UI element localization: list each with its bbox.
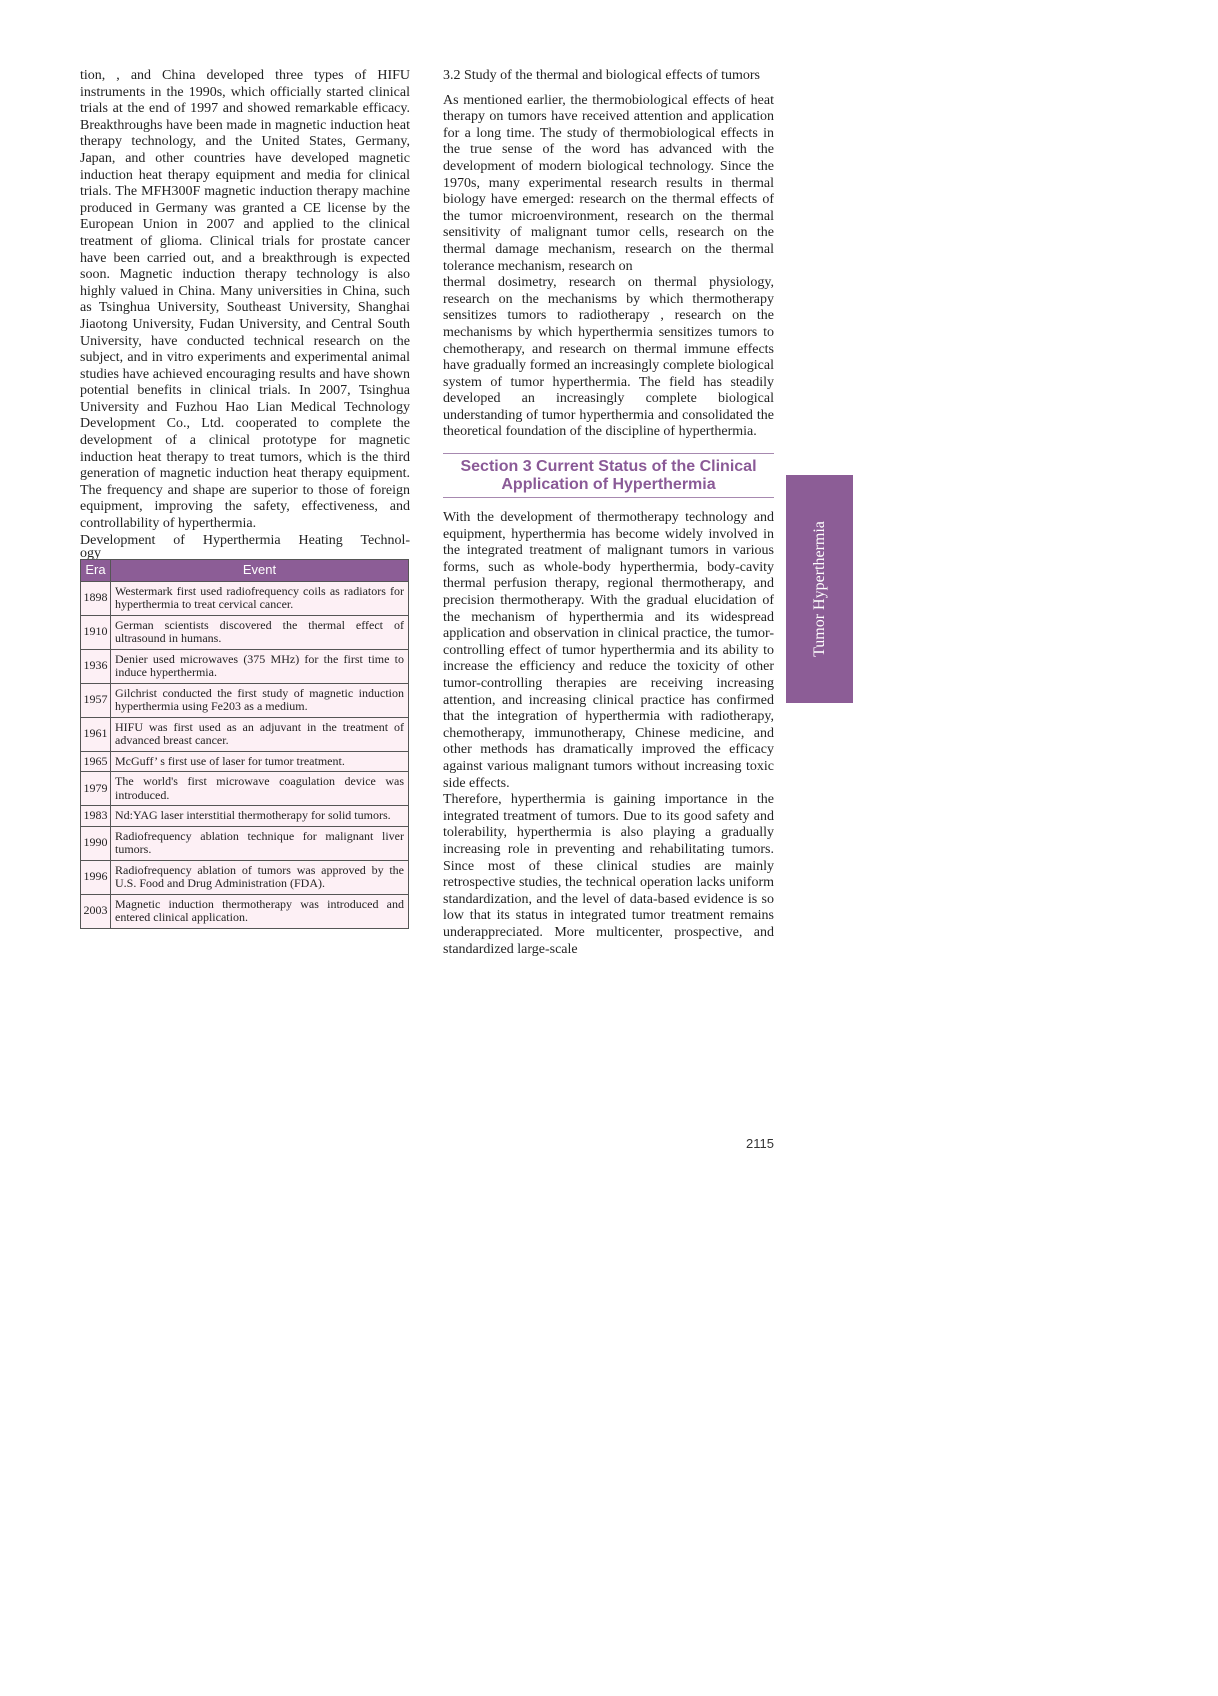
table-row xyxy=(81,683,409,717)
era-cell: 1910 xyxy=(81,615,111,649)
table-row xyxy=(81,615,409,649)
era-cell: 1979 xyxy=(81,772,111,806)
body-paragraph: As mentioned earlier, the thermobiological effects of heat therapy on tumors have received attention and application for a long time. The study of thermobiological effects in the true sense of the word has advanced with the development of modern biological technology. Since the 1970s, many experimental research results in thermal biology have emerged: research on the thermal effects of the tumor microenvironment, research on the thermal sensitivity of malignant tumor cells, research on the thermal damage mechanism, research on the thermal tolerance mechanism, research on xyxy=(443,92,774,274)
table-row xyxy=(81,806,409,827)
table-row xyxy=(81,772,409,806)
subsection-heading: 3.2 Study of the thermal and biological effects of tumors xyxy=(443,68,761,83)
right-column xyxy=(443,68,774,958)
event-cell: Radiofrequency ablation technique for malignant liver tumors. xyxy=(111,826,409,860)
table-row xyxy=(81,751,409,772)
table-row xyxy=(81,826,409,860)
era-cell: 1936 xyxy=(81,649,111,683)
table-header-row xyxy=(81,559,409,581)
section-title xyxy=(443,453,774,498)
era-cell: 1961 xyxy=(81,717,111,751)
chapter-side-tab xyxy=(786,475,853,703)
era-column-header: Era xyxy=(81,559,111,581)
table-row xyxy=(81,717,409,751)
table-row xyxy=(81,860,409,894)
chapter-side-tab-label: Tumor Hyperthermia xyxy=(810,521,828,657)
section-title-line: Application of Hyperthermia xyxy=(501,476,716,494)
page-number: 2115 xyxy=(746,1136,774,1151)
era-cell: 1957 xyxy=(81,683,111,717)
table-row xyxy=(81,894,409,928)
era-cell: 1990 xyxy=(81,826,111,860)
left-column xyxy=(80,68,410,929)
event-cell: German scientists discovered the thermal effect of ultrasound in humans. xyxy=(111,615,409,649)
table-row xyxy=(81,581,409,615)
body-paragraph: tion, , and China developed three types of HIFU instruments in the 1990s, which officially started clinical trials at the end of 1997 and showed remarkable efficacy. Breakthroughs have been made in magnetic induction heat therapy technology, and the United States, Germany, Japan, and other countries have developed magnetic induction heat therapy equipment and media for clinical trials. The MFH300F magnetic induction therapy machine produced in Germany was granted a CE license by the European Union in 2007 and applied to the clinical treatment of glioma. Clinical trials for prostate cancer have been carried out, and a breakthrough is expected soon. Magnetic induction therapy technology is also highly valued in China. Many universities in China, such as Tsinghua University, Southeast University, Shanghai Jiaotong University, Fudan University, and Central South University, have conducted technical research on the subject, and in vitro experiments and experimental animal studies have achieved encouraging results and have shown potential benefits in clinical trials. In 2007, Tsinghua University and Fuzhou Hao Lian Medical Technology Development Co., Ltd. cooperated to complete the development of a clinical prototype for magnetic induction heat therapy to treat tumors, which is the third generation of magnetic induction heat therapy equipment. The frequency and shape are superior to those of foreign equipment, improving the safety, effectiveness, and controllability of hyperthermia. xyxy=(80,68,410,532)
event-cell: HIFU was first used as an adjuvant in the treatment of advanced breast cancer. xyxy=(111,717,409,751)
event-cell: Magnetic induction thermotherapy was introduced and entered clinical application. xyxy=(111,894,409,928)
era-cell: 1898 xyxy=(81,581,111,615)
hyperthermia-history-table xyxy=(80,559,409,929)
event-cell: Gilchrist conducted the first study of magnetic induction hyperthermia using Fe203 as a medium. xyxy=(111,683,409,717)
event-column-header: Event xyxy=(111,559,409,581)
body-paragraph: With the development of thermotherapy technology and equipment, hyperthermia has become widely involved in the integrated treatment of malignant tumors in various forms, such as whole-body hyperthermia, body-cavity thermal perfusion therapy, regional thermotherapy, and precision thermotherapy. With the gradual elucidation of the mechanism of hyperthermia and its widespread application and observation in clinical practice, the tumor-controlling effect of tumor hyperthermia and its ability to increase the efficiency and reduce the toxicity of other tumor-controlling therapies are receiving increasing attention, and increasing clinical practice has confirmed that the integration of hyperthermia with radiotherapy, chemotherapy, immunotherapy, Chinese medicine, and other methods has dramatically improved the efficacy against various malignant tumors without increasing toxic side effects. xyxy=(443,510,774,791)
event-cell: McGuff’ s first use of laser for tumor treatment. xyxy=(111,751,409,772)
event-cell: Denier used microwaves (375 MHz) for the first time to induce hyperthermia. xyxy=(111,649,409,683)
era-cell: 2003 xyxy=(81,894,111,928)
table-caption-continuation: ogy xyxy=(80,547,101,559)
event-cell: The world's first microwave coagulation device was introduced. xyxy=(111,772,409,806)
section-title-line: Section 3 Current Status of the Clinical xyxy=(460,458,757,476)
event-cell: Radiofrequency ablation of tumors was approved by the U.S. Food and Drug Administration (FDA). xyxy=(111,860,409,894)
era-cell: 1996 xyxy=(81,860,111,894)
table-row xyxy=(81,649,409,683)
era-cell: 1965 xyxy=(81,751,111,772)
body-paragraph: thermal dosimetry, research on thermal physiology, research on the mechanisms by which thermotherapy sensitizes tumors to radiotherapy , research on the mechanisms by which hyperthermia sensitizes tumors to chemotherapy, and research on thermal immune effects have gradually formed an increasingly complete biological system of tumor hyperthermia. The field has steadily developed an increasingly complete biological understanding of tumor hyperthermia and consolidated the theoretical foundation of the discipline of hyperthermia. xyxy=(443,275,774,440)
body-paragraph: Therefore, hyperthermia is gaining importance in the integrated treatment of tumors. Due to its good safety and tolerability, hyperthermia is also playing a gradually increasing role in preventing and rehabilitating tumors. Since most of these clinical studies are mainly retrospective studies, the technical operation lacks uniform standardization, and the level of data-based evidence is so low that its status in integrated tumor treatment remains underappreciated. More multicenter, prospective, and standardized large-scale xyxy=(443,792,774,957)
table-caption: Development of Hyperthermia Heating Technol- xyxy=(80,532,410,548)
era-cell: 1983 xyxy=(81,806,111,827)
event-cell: Nd:YAG laser interstitial thermotherapy for solid tumors. xyxy=(111,806,409,827)
event-cell: Westermark first used radiofrequency coils as radiators for hyperthermia to treat cervical cancer. xyxy=(111,581,409,615)
